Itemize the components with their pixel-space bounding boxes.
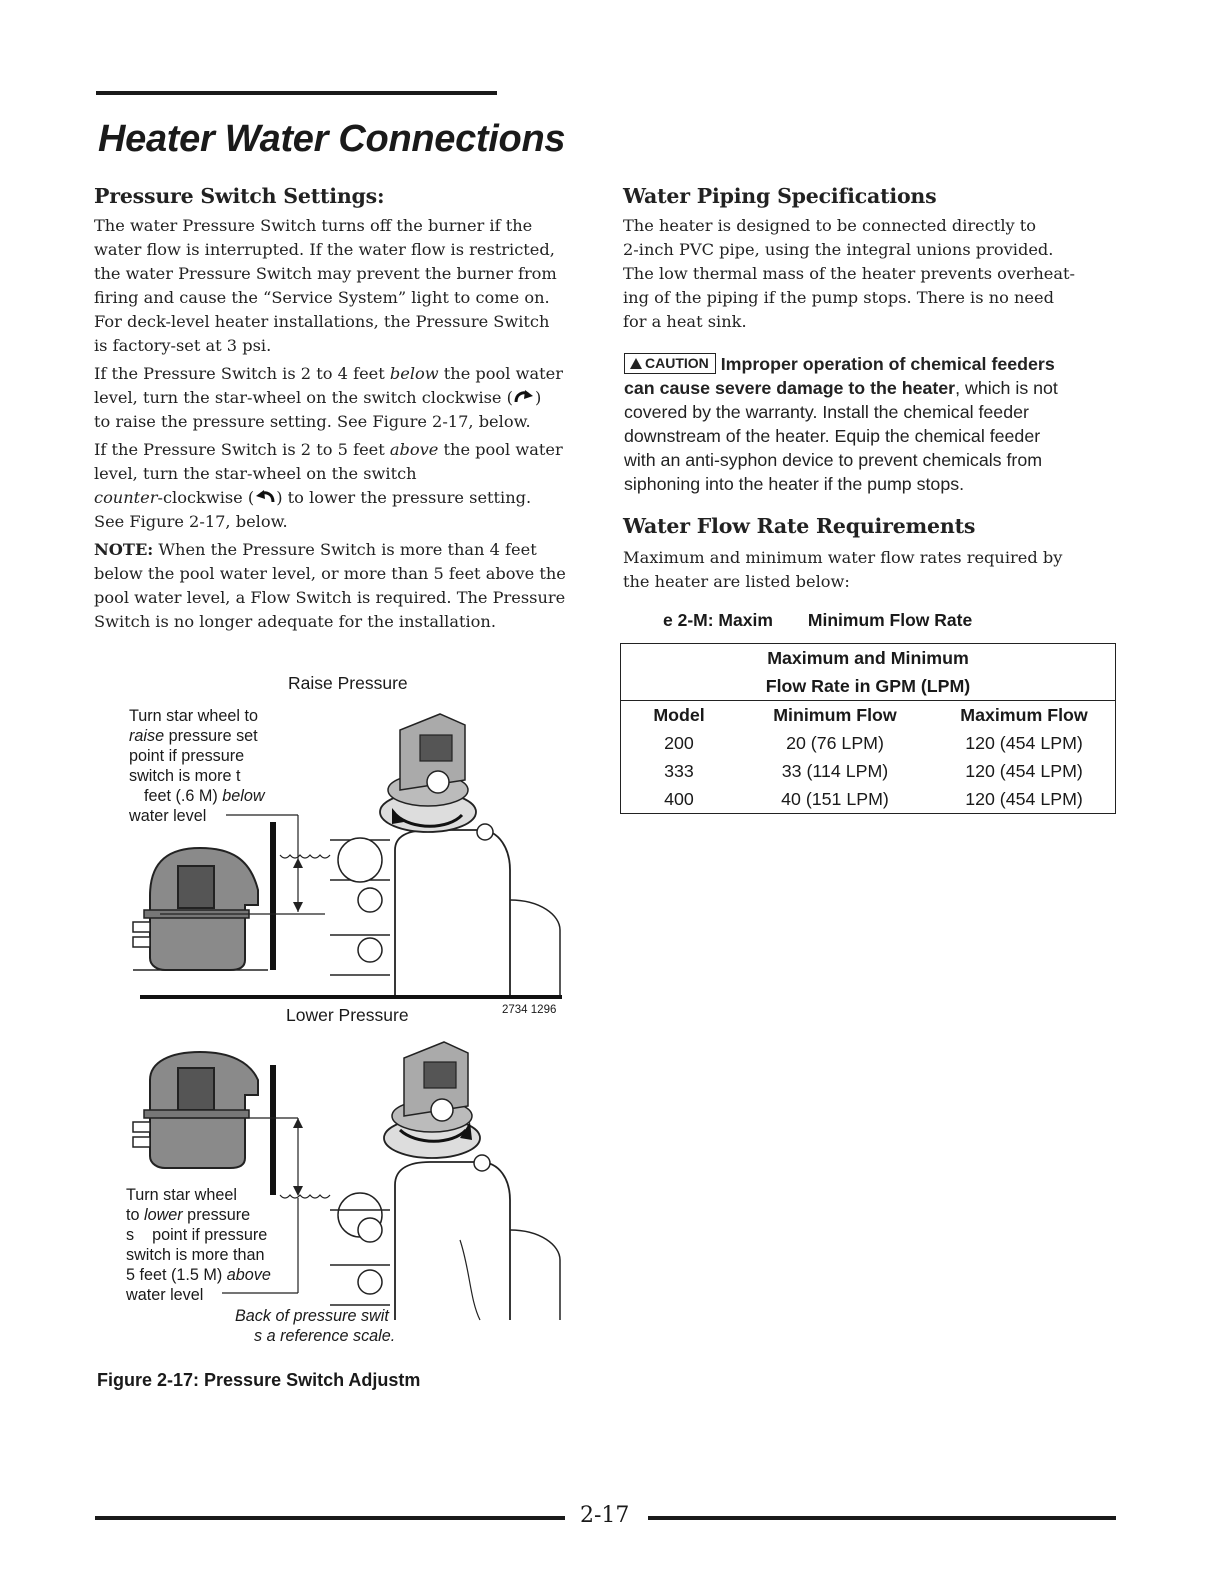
emphasis: above [389,440,439,459]
caution-label: CAUTION [645,355,709,371]
text-line: The heater is designed to be connected directly to [623,216,1037,235]
text: e 2-M: Maxim [663,610,773,630]
text: If the Pressure Switch is 2 to 5 feet [94,440,390,459]
text: ) [534,388,542,407]
column-header: Minimum Flow [773,705,897,725]
text-line: switch is more than [126,1246,265,1264]
footer-rule-left [95,1516,565,1520]
raise-pressure-title: Raise Pressure [288,673,408,693]
text-line: below the pool water level, or more than 5 feet above the [94,564,566,583]
text-line: water level [126,1286,204,1304]
text-line: The water Pressure Switch turns off the burner if the [94,216,533,235]
pressure-switch-heading: Pressure Switch Settings: [94,184,385,208]
text-line [126,1205,271,1225]
text: the pool water [438,364,563,383]
text-line [129,726,265,746]
text: ) to lower the pressure setting. [276,488,532,507]
text: pressure [182,1206,251,1224]
text-line: Turn star wheel to [129,707,258,725]
text-line: point if pressure [129,747,245,765]
text: to [126,1206,144,1224]
text: can cause severe damage to the heater [624,378,956,398]
text-line: For deck-level heater installations, the Pressure Switch [94,312,550,331]
table-cell: 33 (114 LPM) [781,761,889,781]
emphasis: below [389,364,439,383]
table-cell: 20 (76 LPM) [786,733,884,753]
emphasis: above [226,1266,271,1284]
lower-note [126,1185,271,1305]
text-line: The low thermal mass of the heater prevents overheat- [623,264,1075,283]
text: If the Pressure Switch is 2 to 4 feet [94,364,390,383]
text-line: the water Pressure Switch may prevent the burner from [94,264,557,283]
piping-heading: Water Piping Specifications [623,184,937,208]
text-line: Maximum and minimum water flow rates required by [623,548,1063,567]
figure-code: 2734 1296 [502,1004,557,1016]
text-line: water level [129,807,207,825]
text-line: 2-inch PVC pipe, using the integral unions provided. [623,240,1054,259]
column-header: Maximum Flow [960,705,1088,725]
text-line: water flow is interrupted. If the water flow is restricted, [94,240,555,259]
text-line: pool water level, a Flow Switch is required. The Pressure [94,588,566,607]
text-line: to raise the pressure setting. See Figure 2-17, below. [94,412,531,431]
text: -clockwise ( [157,488,255,507]
text: Improper operation of chemical feeders [715,354,1055,374]
text: When the Pressure Switch is more than 4 feet [153,540,537,559]
text-line: firing and cause the “Service System” light to come on. [94,288,550,307]
emphasis: below [222,787,265,805]
text-line: switch is more t [129,767,241,785]
text-line [126,1265,271,1285]
text: level, turn the star-wheel on the switch clockwise ( [94,388,513,407]
table-cell: 400 [664,789,694,809]
text-line [129,786,265,806]
text: , which is not [955,378,1058,398]
table-cell: 120 (454 LPM) [965,761,1083,781]
emphasis: raise [129,727,165,745]
text-line: the heater are listed below: [623,572,850,591]
text-line: level, turn the star-wheel on the switch [94,464,417,483]
lower-pressure-title: Lower Pressure [286,1005,409,1025]
text: 5 feet (1.5 M) [126,1266,227,1284]
flow-heading: Water Flow Rate Requirements [623,514,976,538]
emphasis: counter [94,488,158,507]
text-line: covered by the warranty. Install the chemical feeder [624,402,1029,422]
text-line: Back of pressure swit [235,1307,389,1325]
footer-rule-right [648,1516,1116,1520]
text-line: Switch is no longer adequate for the installation. [94,612,496,631]
text-line: with an anti-syphon device to prevent chemicals from [624,450,1043,470]
column-header: Model [653,705,705,725]
text: Maximum and Minimum [767,648,969,668]
text-line: See Figure 2-17, below. [94,512,288,531]
table-cell: 120 (454 LPM) [965,733,1083,753]
back-note [235,1306,395,1346]
figure-caption: Figure 2-17: Pressure Switch Adjustm [97,1370,421,1390]
text: the pool water [438,440,563,459]
text-line: s a reference scale. [254,1327,396,1345]
raise-note [129,706,265,826]
text-line: s point if pressure [126,1226,268,1244]
text-line: is factory-set at 3 psi. [94,336,272,355]
page-title: Heater Water Connections [98,118,566,160]
text-line: downstream of the heater. Equip the chemical feeder [624,426,1041,446]
table-cell: 120 (454 LPM) [965,789,1083,809]
text: feet (.6 M) [144,787,223,805]
text: pressure set [164,727,258,745]
page-number: 2-17 [580,1503,630,1528]
note-label: NOTE: [94,540,154,559]
table-cell: 40 (151 LPM) [781,789,889,809]
text: Flow Rate in GPM (LPM) [765,676,971,696]
text-line: ing of the piping if the pump stops. There is no need [623,288,1054,307]
text-line: Turn star wheel [126,1186,237,1204]
text-line: for a heat sink. [623,312,747,331]
emphasis: lower [144,1206,183,1224]
table-cell: 200 [664,733,694,753]
text: Minimum Flow Rate [807,610,973,630]
table-cell: 333 [664,761,694,781]
text-line: siphoning into the heater if the pump stops. [624,474,965,494]
